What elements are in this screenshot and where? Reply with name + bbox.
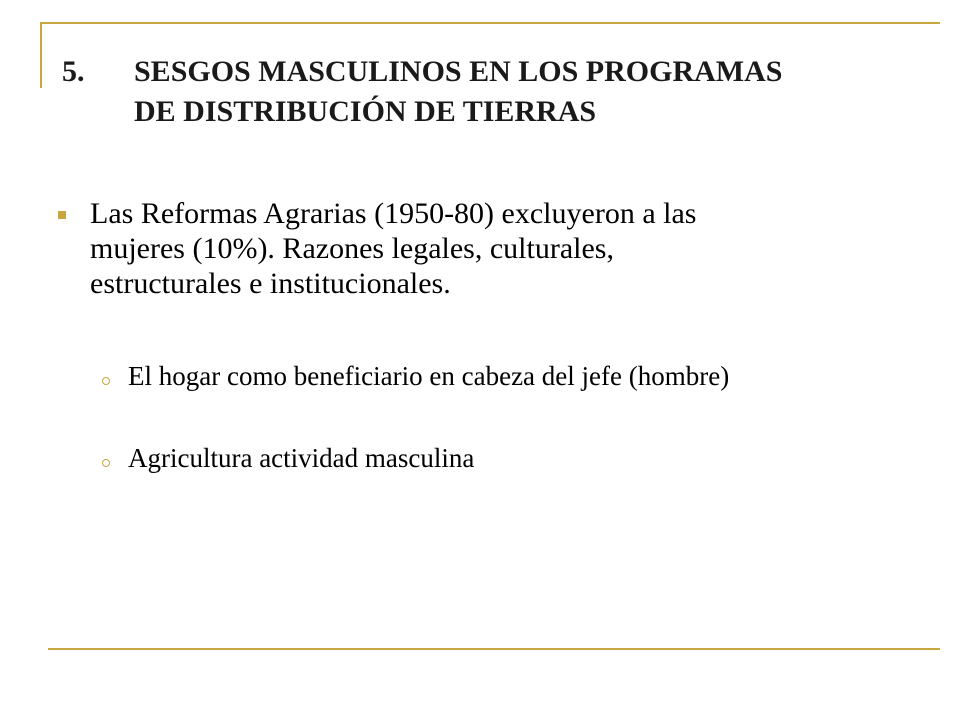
main-bullet-line-3: estructurales e institucionales.	[90, 267, 451, 300]
title-line-2: DE DISTRIBUCIÓN DE TIERRAS	[134, 95, 597, 128]
left-rule	[40, 22, 42, 88]
main-bullet-line-1: Las Reformas Agrarias (1950-80) excluyeron a las	[90, 197, 697, 230]
sub-bullet-1-text: El hogar como beneficiario en cabeza del jefe (hombre)	[128, 361, 730, 391]
sub-bullet-2-text: Agricultura actividad masculina	[128, 443, 475, 473]
bottom-rule	[48, 648, 940, 650]
title-number: 5.	[62, 55, 85, 88]
top-rule	[40, 22, 940, 24]
circle-bullet-icon	[102, 377, 110, 385]
title-line-1: SESGOS MASCULINOS EN LOS PROGRAMAS	[134, 55, 783, 88]
title-text	[134, 52, 914, 132]
main-bullet-line-2: mujeres (10%). Razones legales, culturales,	[90, 232, 614, 265]
main-bullet-text	[90, 196, 850, 301]
square-bullet-icon	[58, 211, 66, 219]
circle-bullet-icon	[102, 459, 110, 467]
